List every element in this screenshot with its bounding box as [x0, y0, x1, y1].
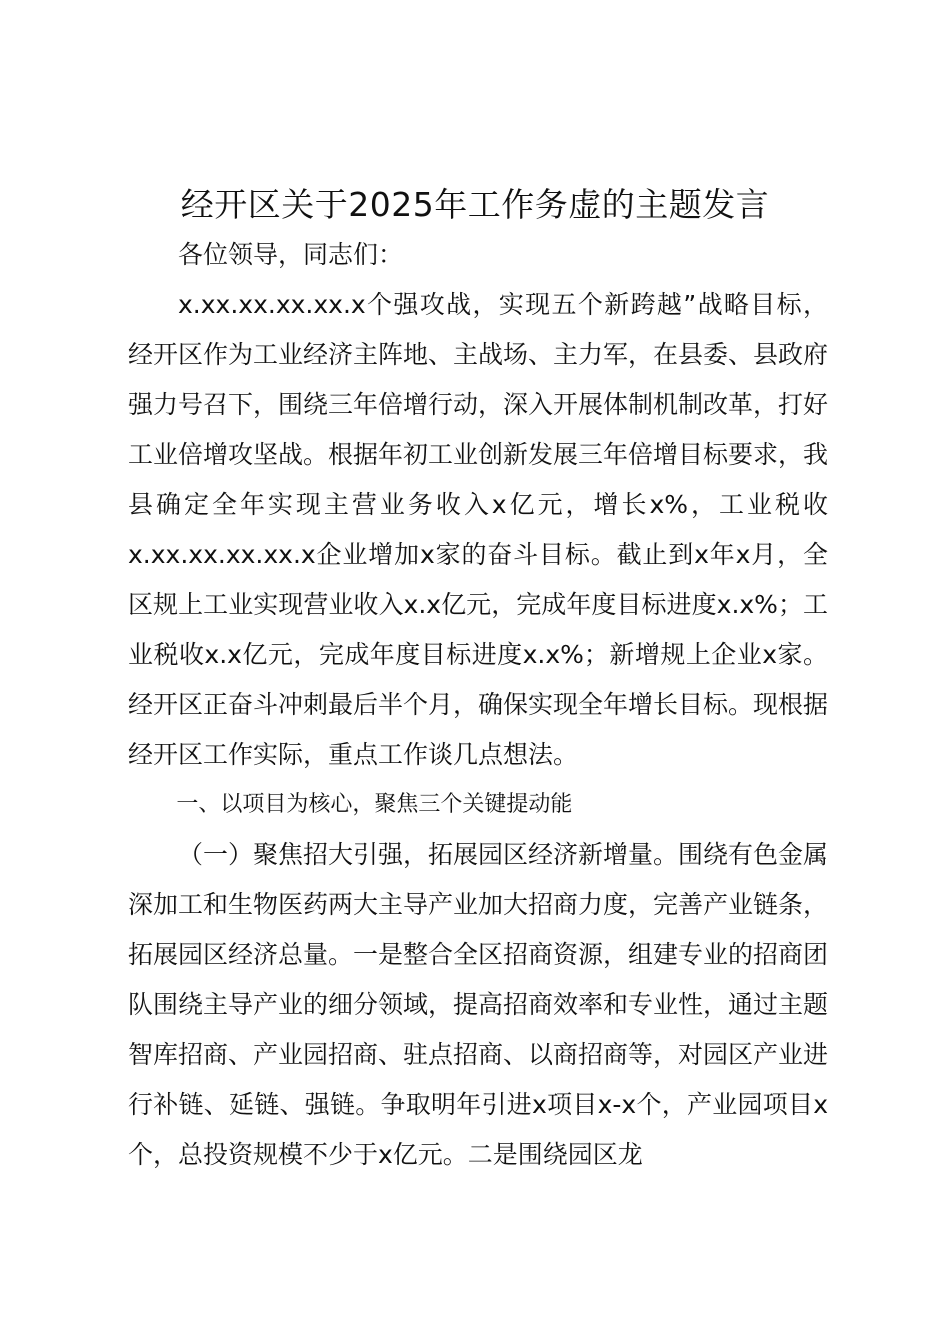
- document-title: 经开区关于2025年工作务虚的主题发言: [180, 185, 770, 224]
- section-paragraph: （一）聚焦招大引强，拓展园区经济新增量。围绕有色金属深加工和生物医药两大主导产业加大招商力度，完善产业链条，拓展园区经济总量。一是整合全区招商资源，组建专业的招商团队围绕主导产业的细分领域，提高招商效率和专业性，通过主题智库招商、产业园招商、驻点招商、以商招商等，对园区产业进行补链、延链、强链。争取明年引进x项目x-x个，产业园项目x个，总投资规模不少于x亿元。二是围绕园区龙: [128, 840, 829, 1169]
- document-body: [128, 230, 828, 1180]
- section-heading: 一、以项目为核心，聚焦三个关键提动能: [176, 792, 573, 817]
- salutation: 各位领导，同志们：: [178, 240, 404, 269]
- body-paragraph-1: x.xx.xx.xx.xx.x个强攻战，实现五个新跨越”战略目标，经开区作为工业经济主阵地、主战场、主力军，在县委、县政府强力号召下，围绕三年倍增行动，深入开展体制机制改革，打好工业倍增攻坚战。根据年初工业创新发展三年倍增目标要求，我县确定全年实现主营业务收入x亿元，增长x%，工业税收x.xx.xx.xx.xx.x企业增加x家的奋斗目标。截止到x年x月，全区规上工业实现营业收入x.x亿元，完成年度目标进度x.x%；工业税收x.x亿元，完成年度目标进度x.x%；新增规上企业x家。经开区正奋斗冲刺最后半个月，确保实现全年增长目标。现根据经开区工作实际，重点工作谈几点想法。: [128, 290, 829, 769]
